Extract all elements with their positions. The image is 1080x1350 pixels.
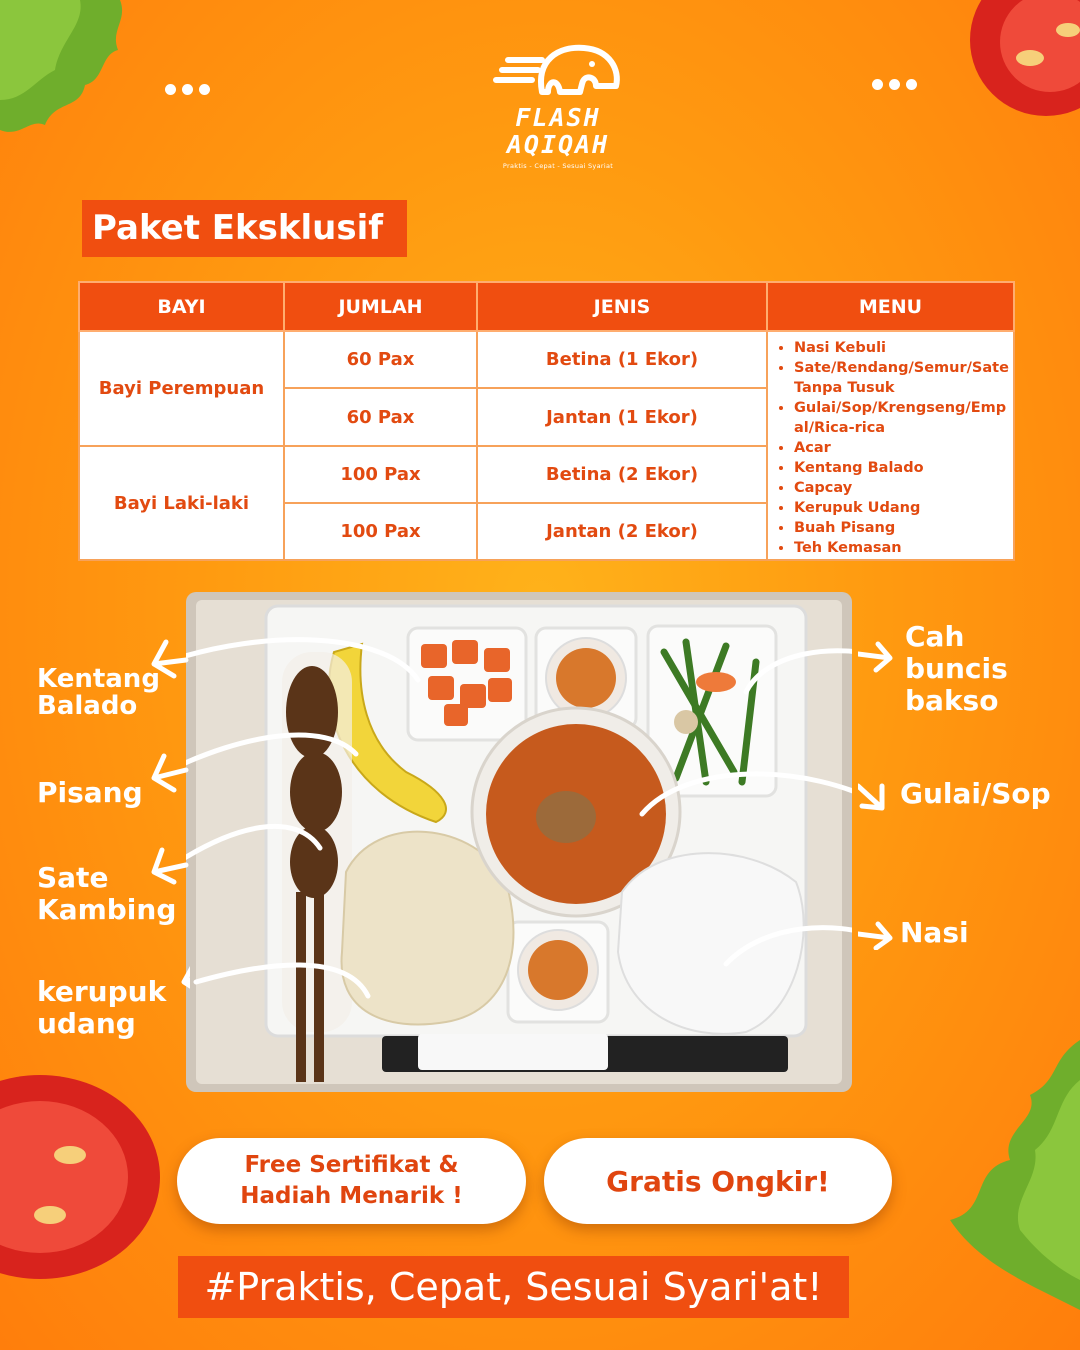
promo-line: Hadiah Menarik ! [240,1183,463,1209]
elephant-icon [488,40,628,100]
cell-jenis: Jantan (2 Ekor) [477,503,767,560]
label-line: Cah [905,620,965,653]
dots-right [872,79,917,90]
package-table [78,281,1015,561]
label-nasi [900,917,969,949]
label-sate-kambing [37,862,176,926]
brand-line2: AQIQAH [506,130,610,159]
label-line: Kambing [37,893,177,926]
label-line: bakso [905,684,999,717]
cell-jenis: Betina (1 Ekor) [477,331,767,388]
food-box-photo [186,592,852,1092]
header-jenis: JENIS [477,282,767,331]
label-kerupuk-udang [37,976,166,1040]
cell-jenis: Jantan (1 Ekor) [477,388,767,446]
menu-item: • Acar [794,438,1007,458]
label-line: Nasi [900,916,969,949]
label-pisang [37,777,143,809]
lettuce-bottom-right [930,1040,1080,1310]
label-line: buncis [905,652,1008,685]
cell-jumlah: 100 Pax [284,446,477,503]
label-line: kerupuk [37,975,167,1008]
label-line: Pisang [37,776,143,809]
header-jumlah: JUMLAH [284,282,477,331]
menu-item: • Capcay [794,478,1007,498]
label-line: Sate [37,861,109,894]
label-line: Balado [37,691,138,721]
lettuce-top-left [0,0,130,140]
dots-left [165,84,210,95]
table-header-row [79,282,1014,331]
header-bayi: BAYI [79,282,284,331]
cell-jumlah: 100 Pax [284,503,477,560]
menu-item: • Sate/Rendang/Semur/Sate Tanpa Tusuk [794,358,1007,398]
promo-shipping-badge: Gratis Ongkir! [544,1138,892,1224]
cell-jenis: Betina (2 Ekor) [477,446,767,503]
cell-jumlah: 60 Pax [284,388,477,446]
tomato-bottom-left [0,1075,160,1280]
menu-item: • Teh Kemasan [794,538,1007,558]
brand-logo [488,40,628,190]
table-row [79,331,1014,388]
menu-list [776,338,1007,558]
label-cah-buncis-bakso [905,621,1008,717]
cell-bayi-laki: Bayi Laki-laki [79,446,284,560]
label-line: udang [37,1007,136,1040]
cell-bayi-perempuan: Bayi Perempuan [79,331,284,446]
promo-line: Free Sertifikat & [244,1152,459,1178]
hashtag-banner: #Praktis, Cepat, Sesuai Syari'at! [178,1256,849,1318]
label-line: Gulai/Sop [900,777,1051,810]
brand-line1: FLASH [515,103,601,132]
promo-certificate-badge [177,1138,526,1224]
cell-jumlah: 60 Pax [284,331,477,388]
right-arrows [858,630,898,950]
cell-menu [767,331,1014,560]
menu-item: • Gulai/Sop/Krengseng/Empal/Rica-rica [794,398,1007,438]
tomato-top-right [968,0,1080,120]
package-title: Paket Eksklusif [82,200,407,257]
menu-item: • Buah Pisang [794,518,1007,538]
menu-item: • Nasi Kebuli [794,338,1007,358]
menu-item: • Kentang Balado [794,458,1007,478]
brand-tagline: Praktis - Cepat - Sesuai Syariat [502,162,614,170]
label-line: Kentang [37,664,160,694]
label-gulai-sop [900,778,1051,810]
label-kentang-balado [37,666,160,720]
menu-item: • Kerupuk Udang [794,498,1007,518]
header-menu: MENU [767,282,1014,331]
